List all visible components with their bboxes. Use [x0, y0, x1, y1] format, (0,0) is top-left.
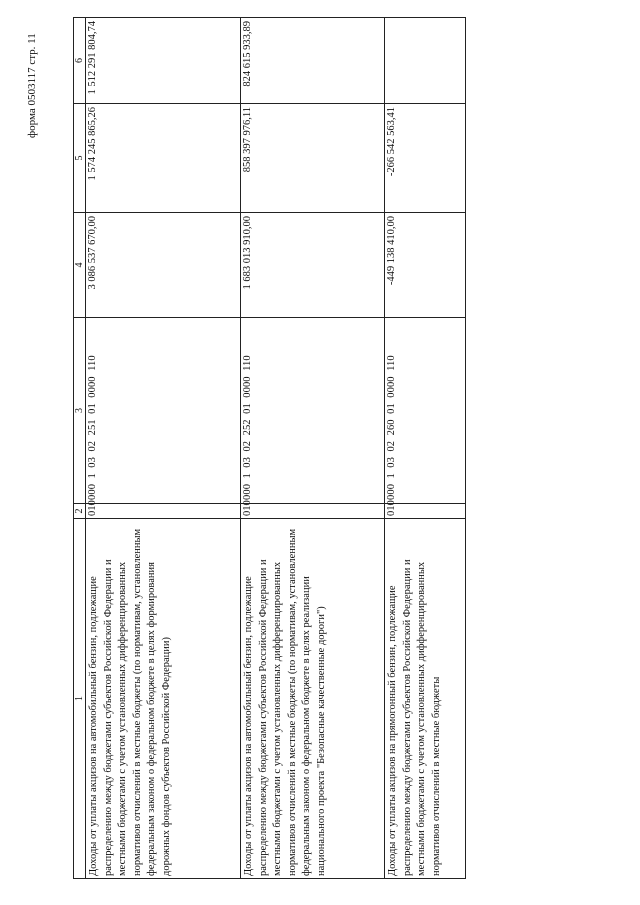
- table-row: [86, 18, 241, 879]
- unexecuted-amount-cell: [385, 18, 466, 104]
- column-number-row: [74, 18, 86, 879]
- table-row: [241, 18, 385, 879]
- budget-code-cell: 000 1 03 02 251 01 0000 110: [86, 318, 241, 504]
- unexecuted-amount-cell: 1 512 291 804,74: [86, 18, 241, 104]
- table-row: [385, 18, 466, 879]
- column-number: 4: [74, 213, 86, 318]
- income-name-cell: Доходы от уплаты акцизов на автомобильный бензин, подлежащие распределению между бюджетами субъектов Российской Федерации и местными бюджетами с учетом установленных дифференцированных нормативов отчислений в местные бюджеты (по нормативам, установленным федеральным законом о федеральном бюджете в целях формирования дорожных фондов субъектов Российской Федерации): [86, 519, 241, 879]
- budget-code-cell: 000 1 03 02 260 01 0000 110: [385, 318, 466, 504]
- income-name-cell: Доходы от уплаты акцизов на прямогонный бензин, подлежащие распределению между бюджетами субъектов Российской Федерации и местными бюджетами с учетом установленных дифференцированных нормативов отчислений в местные бюджеты: [385, 519, 466, 879]
- executed-amount-cell: 858 397 976,11: [241, 104, 385, 213]
- form-label: форма 0503117 стр. 11: [26, 33, 38, 138]
- budget-code-cell: 000 1 03 02 252 01 0000 110: [241, 318, 385, 504]
- column-number: 3: [74, 318, 86, 504]
- line-code-cell: 010: [241, 504, 385, 519]
- executed-amount-cell: 1 574 245 865,26: [86, 104, 241, 213]
- report-table-frame: [73, 21, 460, 879]
- unexecuted-amount-cell: 824 615 933,89: [241, 18, 385, 104]
- line-code-cell: 010: [385, 504, 466, 519]
- line-code-cell: 010: [86, 504, 241, 519]
- report-table: [73, 17, 466, 879]
- approved-amount-cell: -449 138 410,00: [385, 213, 466, 318]
- income-name-cell: Доходы от уплаты акцизов на автомобильный бензин, подлежащие распределению между бюджетами субъектов Российской Федерации и местными бюджетами с учетом установленных дифференцированных нормативов отчислений в местные бюджеты (по нормативам, установленным федеральным законом о федеральном бюджете в целях реализации национального проекта "Безопасные качественные дороги"): [241, 519, 385, 879]
- approved-amount-cell: 1 683 013 910,00: [241, 213, 385, 318]
- column-number: 6: [74, 18, 86, 104]
- column-number: 2: [74, 504, 86, 519]
- executed-amount-cell: -266 542 563,41: [385, 104, 466, 213]
- column-number: 5: [74, 104, 86, 213]
- column-number: 1: [74, 519, 86, 879]
- approved-amount-cell: 3 086 537 670,00: [86, 213, 241, 318]
